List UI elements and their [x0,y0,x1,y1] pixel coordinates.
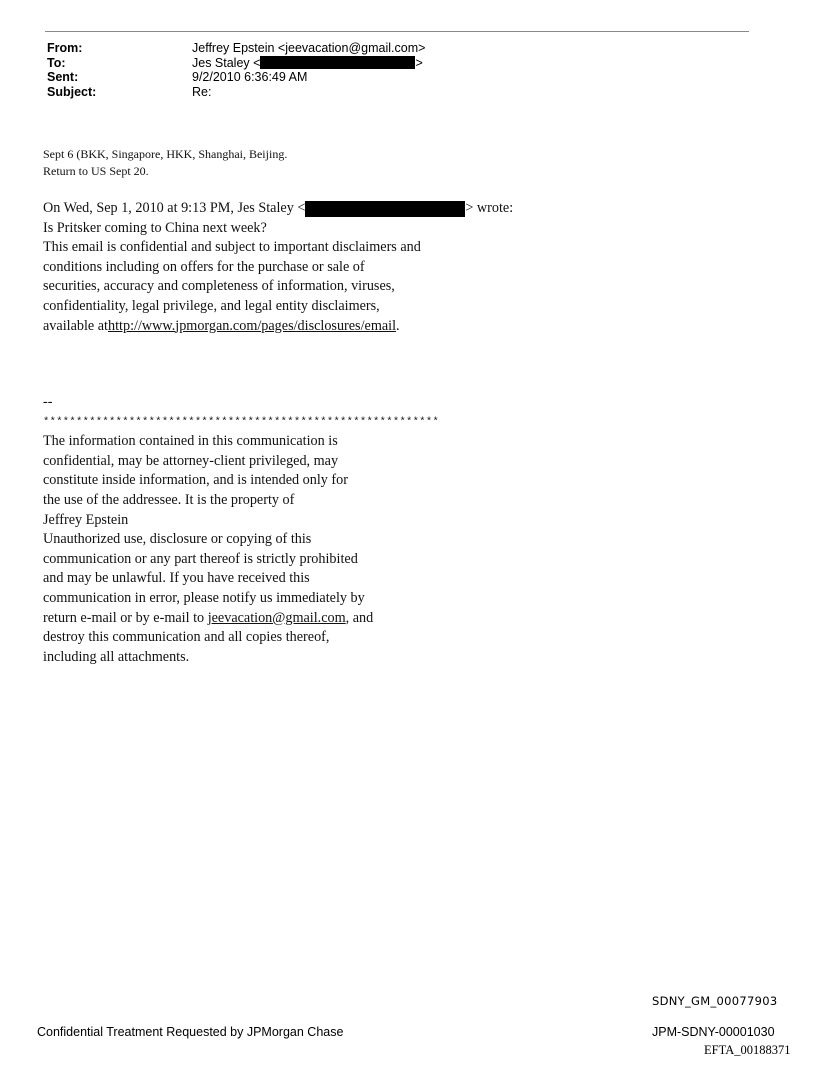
sent-value: 9/2/2010 6:36:49 AM [192,70,308,85]
to-value [192,56,423,71]
to-row [47,56,647,71]
disclaimer-availability-line [43,317,513,337]
sent-row [47,70,647,85]
signature-dashes: -- [43,394,53,410]
to-label: To: [47,55,66,70]
signature-line: confidential, may be attorney-client privileged, may [43,452,339,469]
quoted-message [43,199,513,336]
top-divider [45,31,749,32]
bates-number-efta: EFTA_00188371 [704,1043,791,1057]
signature-line: The information contained in this communication is [43,433,338,450]
body-line: Return to US Sept 20. [43,163,149,178]
subject-label: Subject: [47,84,97,99]
signature-line: communication in error, please notify us immediately by [43,589,365,606]
disclaimer-line: confidentiality, legal privilege, and legal entity disclaimers, [43,297,380,314]
signature-line: and may be unlawful. If you have received this [43,570,310,587]
sent-label: Sent: [47,70,79,85]
signature-line: Jeffrey Epstein [43,511,129,528]
from-label: From: [47,41,83,55]
attribution-prefix: On Wed, Sep 1, 2010 at 9:13 PM, Jes Staley < [43,200,306,216]
signature-line: including all attachments. [43,648,190,665]
signature-stars: ************************************************************ [43,415,440,428]
signature-return-line [43,609,439,629]
signature-line: communication or any part thereof is strictly prohibited [43,550,358,567]
confidential-footer: Confidential Treatment Requested by JPMorgan Chase [37,1025,344,1039]
disclaimer-line: conditions including on offers for the purchase or sale of [43,258,365,275]
subject-row [47,85,647,100]
signature-line: constitute inside information, and is intended only for [43,472,348,489]
to-close: > [415,55,423,70]
body-line: Sept 6 (BKK, Singapore, HKK, Shanghai, Beijing. [43,147,288,161]
message-body [43,146,287,179]
email-header [47,41,647,99]
quote-attribution [43,199,513,219]
subject-value: Re: [192,84,212,99]
attribution-suffix: > wrote: [465,200,514,216]
signature-block [43,393,439,667]
signature-line: destroy this communication and all copies thereof, [43,629,330,646]
available-suffix: . [396,317,400,334]
bates-number-jpm: JPM-SDNY-00001030 [652,1025,775,1039]
return-email-link[interactable]: jeevacation@gmail.com [207,609,346,626]
disclaimer-line: This email is confidential and subject to important disclaimers and [43,239,421,256]
signature-line: Unauthorized use, disclosure or copying of this [43,531,312,548]
redaction-box [305,201,465,217]
disclaimer-line: securities, accuracy and completeness of information, viruses, [43,278,395,295]
to-name: Jes Staley < [192,55,261,70]
redaction-box [260,56,415,69]
signature-line: the use of the addressee. It is the property of [43,491,295,508]
disclosure-link[interactable]: http://www.jpmorgan.com/pages/disclosures/email [108,317,397,334]
bates-number-sdny: SDNY_GM_00077903 [652,994,778,1008]
return-prefix: return e-mail or by e-mail to [43,609,208,626]
from-value: Jeffrey Epstein <jeevacation@gmail.com> [192,41,426,55]
quoted-question: Is Pritsker coming to China next week? [43,219,267,236]
from-row [47,41,647,56]
return-suffix: , and [345,609,374,626]
available-prefix: available at [43,317,108,334]
